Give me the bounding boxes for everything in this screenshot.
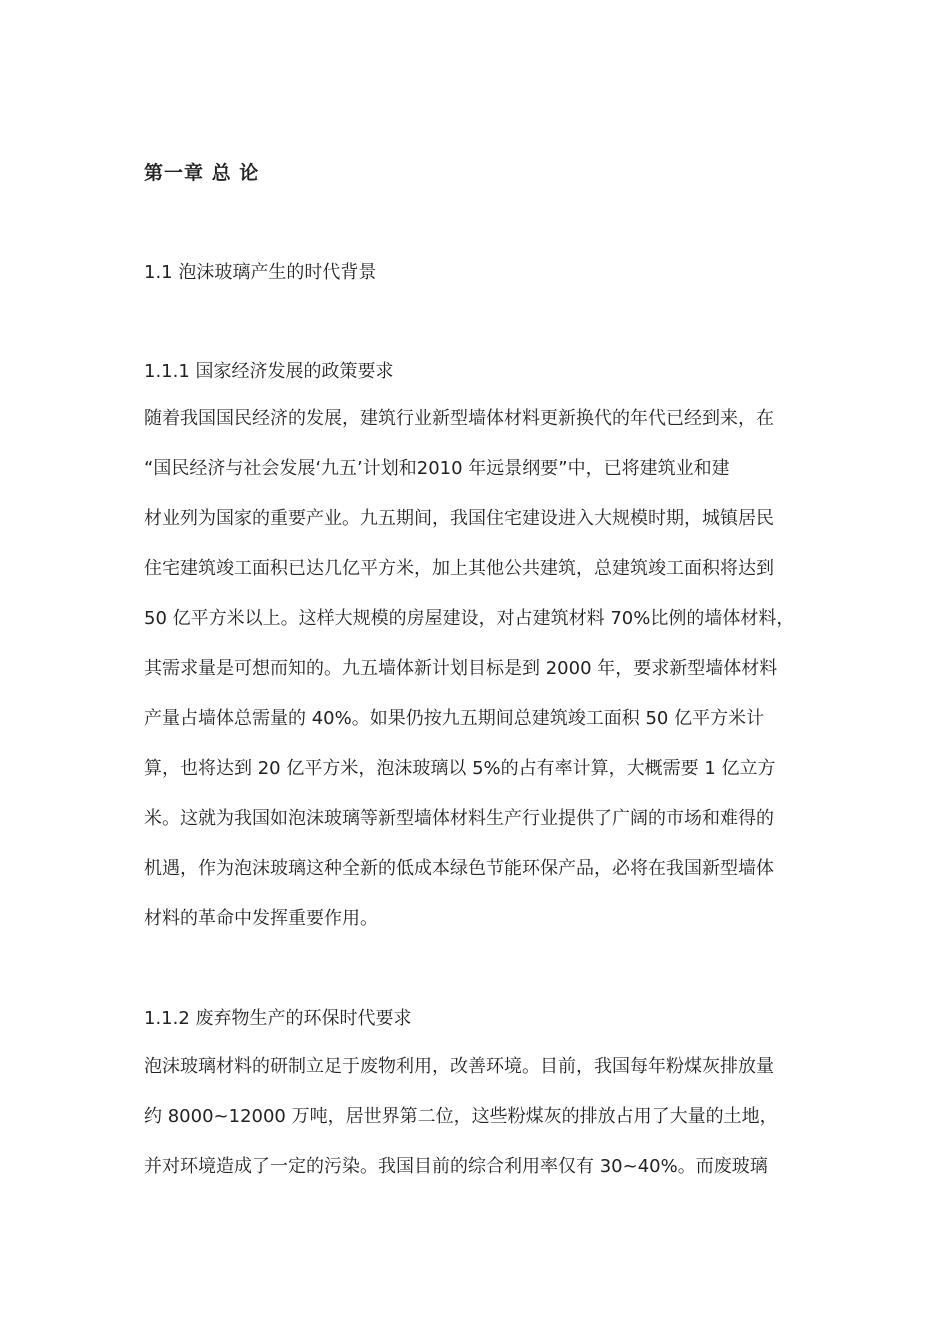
- section-heading-1-1-1: 1.1.1 国家经济发展的政策要求: [144, 361, 394, 382]
- paragraph-line: 材业列为国家的重要产业。九五期间，我国住宅建设进入大规模时期，城镇居民: [144, 508, 774, 529]
- paragraph-line: 50 亿平方米以上。这样大规模的房屋建设，对占建筑材料 70%比例的墙体材料，: [144, 608, 795, 629]
- section-heading-1-1: 1.1 泡沫玻璃产生的时代背景: [144, 262, 377, 283]
- paragraph-line: 产量占墙体总需量的 40%。如果仍按九五期间总建筑竣工面积 50 亿平方米计: [144, 708, 765, 729]
- paragraph-line: 并对环境造成了一定的污染。我国目前的综合利用率仅有 30~40%。而废玻璃: [144, 1156, 768, 1177]
- paragraph-policy-requirements: [144, 394, 824, 944]
- paragraph-line: 米。这就为我国如泡沫玻璃等新型墙体材料生产行业提供了广阔的市场和难得的: [144, 808, 774, 829]
- paragraph-line: 其需求量是可想而知的。九五墙体新计划目标是到 2000 年，要求新型墙体材料: [144, 658, 778, 679]
- paragraph-line: 约 8000~12000 万吨，居世界第二位，这些粉煤灰的排放占用了大量的土地，: [144, 1106, 778, 1127]
- paragraph-line: “国民经济与社会发展‘九五’计划和2010 年远景纲要”中，已将建筑业和建: [144, 458, 730, 479]
- section-heading-1-1-2: 1.1.2 废弃物生产的环保时代要求: [144, 1008, 412, 1029]
- paragraph-line: 算，也将达到 20 亿平方米，泡沫玻璃以 5%的占有率计算，大概需要 1 亿立方: [144, 758, 776, 779]
- paragraph-line: 随着我国国民经济的发展，建筑行业新型墙体材料更新换代的年代已经到来，在: [144, 408, 774, 429]
- chapter-title: 第一章 总 论: [144, 162, 260, 184]
- paragraph-line: 住宅建筑竣工面积已达几亿平方米，加上其他公共建筑，总建筑竣工面积将达到: [144, 558, 774, 579]
- paragraph-line: 材料的革命中发挥重要作用。: [144, 908, 378, 929]
- paragraph-line: 机遇，作为泡沫玻璃这种全新的低成本绿色节能环保产品，必将在我国新型墙体: [144, 858, 774, 879]
- paragraph-line: 泡沫玻璃材料的研制立足于废物利用，改善环境。目前，我国每年粉煤灰排放量: [144, 1056, 774, 1077]
- paragraph-environmental-requirements: [144, 1042, 824, 1192]
